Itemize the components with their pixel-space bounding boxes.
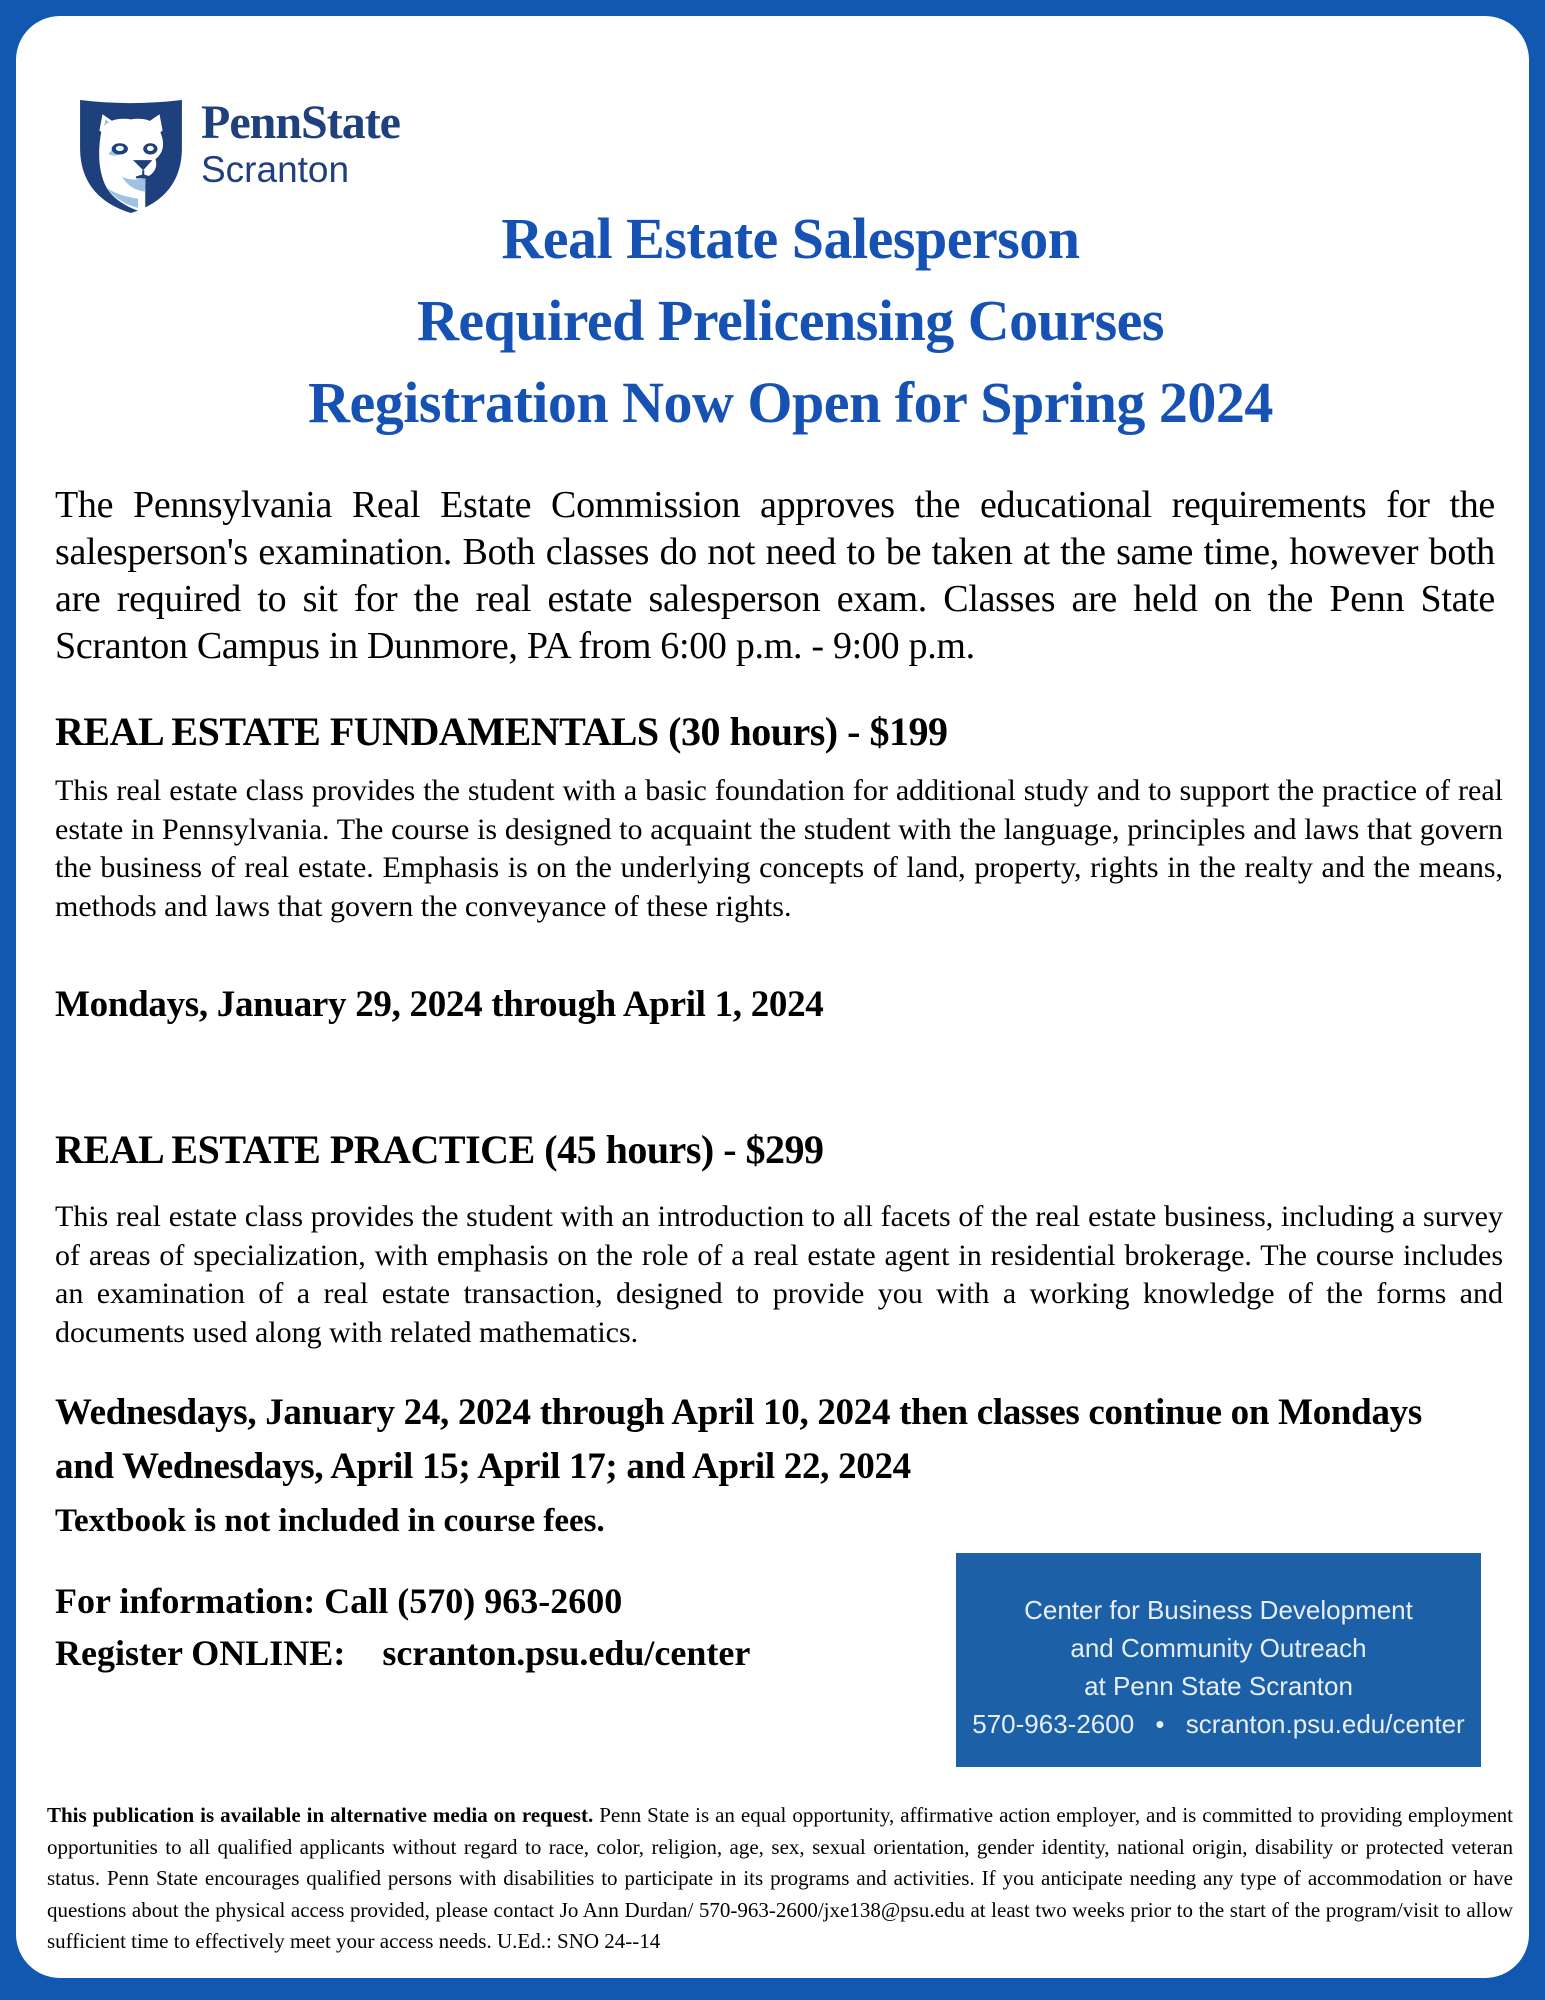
title-line-1: Real Estate Salesperson bbox=[501, 206, 1080, 271]
center-url: scranton.psu.edu/center bbox=[1185, 1709, 1465, 1739]
logo-campus: Scranton bbox=[201, 149, 350, 190]
contact-info-line: For information: Call (570) 963-2600 bbox=[55, 1581, 623, 1621]
page-title bbox=[52, 198, 1529, 444]
course-fundamentals-description: This real estate class provides the student with a basic foundation for additional study and to support the practice of real estate in Pennsylvania. The course is designed to acquaint the student with the language, principles and laws that govern the business of real estate. Emphasis is on the underlying concepts of land, property, rights in the realty and the means, methods and laws that govern the conveyance of these rights. bbox=[55, 774, 1503, 923]
logo-text bbox=[201, 92, 400, 192]
title-line-2: Required Prelicensing Courses bbox=[416, 288, 1164, 353]
course-practice-description: This real estate class provides the student with an introduction to all facets of the real estate business, including a survey of areas of specialization, with emphasis on the role of a real estate agent in residential brokerage. The course includes an examination of a real estate transaction, designed to provide you with a working knowledge of the forms and documents used along with related mathematics. bbox=[55, 1200, 1503, 1349]
center-info-box bbox=[956, 1553, 1481, 1767]
center-name-line-3: at Penn State Scranton bbox=[1084, 1671, 1353, 1701]
register-online-label: Register ONLINE: bbox=[55, 1633, 346, 1673]
flyer-sheet bbox=[16, 16, 1529, 1978]
intro-paragraph: The Pennsylvania Real Estate Commission approves the educational requirements for the salesperson's examination. Both classes do not need to be taken at the same time, however both are required to sit for the real estate salesperson exam. Classes are held on the Penn State Scranton Campus in Dunmore, PA from 6:00 p.m. - 9:00 p.m. bbox=[55, 484, 1495, 667]
register-online-url[interactable]: scranton.psu.edu/center bbox=[382, 1633, 751, 1673]
bullet-separator: • bbox=[1155, 1709, 1165, 1739]
course-practice-schedule: Wednesdays, January 24, 2024 through April 10, 2024 then classes continue on Mondays and Wednesdays, April 15; April 17; and April 22, 2024 bbox=[55, 1392, 1422, 1487]
center-phone: 570-963-2600 bbox=[972, 1709, 1135, 1739]
center-name-line-1: Center for Business Development bbox=[1024, 1595, 1413, 1625]
center-name-line-2: and Community Outreach bbox=[1070, 1633, 1367, 1663]
course-fundamentals-schedule: Mondays, January 29, 2024 through April 1, 2024 bbox=[55, 984, 824, 1025]
course-fundamentals-heading: REAL ESTATE FUNDAMENTALS (30 hours) - $199 bbox=[55, 709, 948, 754]
center-phone-url-line bbox=[972, 1705, 1464, 1743]
logo-wordmark: PennState bbox=[201, 96, 400, 149]
fine-print-bold-lead: This publication is available in alternative media on request. bbox=[47, 1803, 594, 1827]
legal-fine-print bbox=[47, 1800, 1513, 1958]
textbook-note: Textbook is not included in course fees. bbox=[55, 1503, 605, 1539]
fine-print-body: Penn State is an equal opportunity, affirmative action employer, and is committed to providing employment opportunities to all qualified applicants without regard to race, color, religion, age, sex, sexual orientation, gender identity, national origin, disability or protected veteran status. Penn State encourages qualified persons with disabilities to participate in its programs and activities. If you anticipate needing any type of accommodation or have questions about the physical access provided, please contact Jo Ann Durdan/ 570-963-2600/jxe138@psu.edu at least two weeks prior to the start of the program/visit to allow sufficient time to effectively meet your access needs. U.Ed.: SNO 24--14 bbox=[47, 1803, 1514, 1953]
register-online-line bbox=[55, 1632, 750, 1674]
course-practice-heading: REAL ESTATE PRACTICE (45 hours) - $299 bbox=[55, 1127, 824, 1172]
title-line-3: Registration Now Open for Spring 2024 bbox=[308, 370, 1273, 435]
